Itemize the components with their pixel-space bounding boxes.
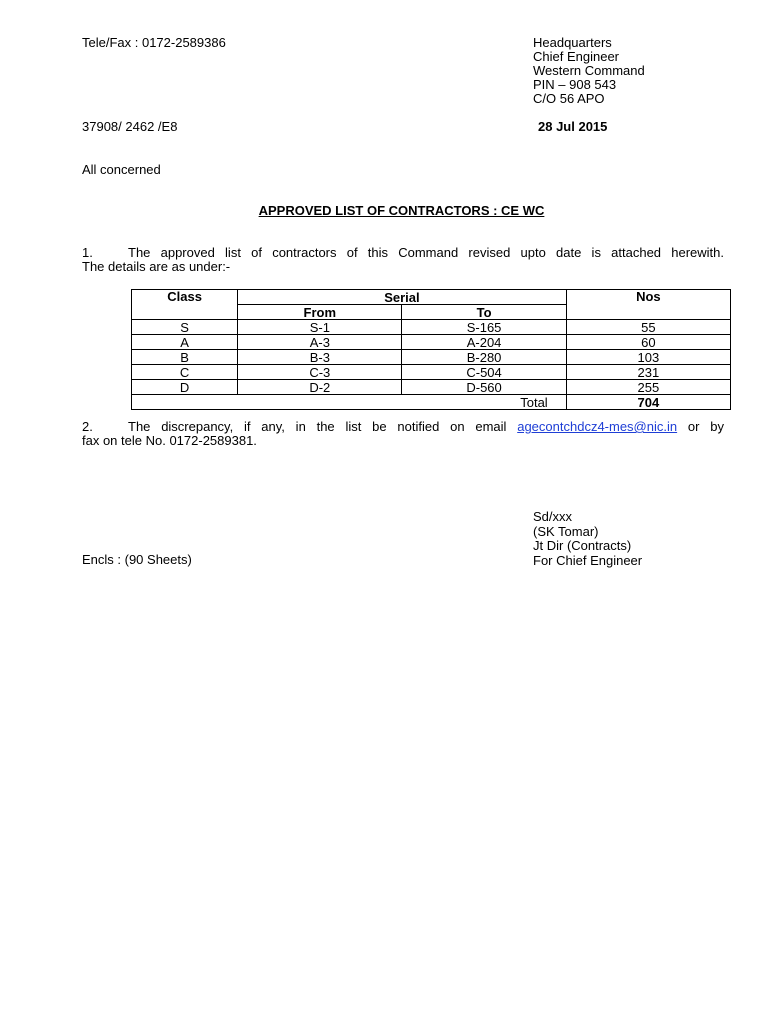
table-row [132, 320, 731, 335]
cell-from: S-1 [238, 320, 402, 335]
email-link[interactable]: agecontchdcz4-mes@nic.in [517, 419, 678, 434]
paragraph-1-text: The approved list of contractors of this Command revised upto date is attached herewith. [128, 245, 724, 260]
total-label: Total [132, 395, 567, 410]
signature-block [533, 510, 642, 568]
addressee: All concerned [82, 162, 161, 177]
cell-from: D-2 [238, 380, 402, 395]
cell-from: B-3 [238, 350, 402, 365]
cell-from: C-3 [238, 365, 402, 380]
paragraph-number: 1. [82, 245, 93, 260]
signature-line: Jt Dir (Contracts) [533, 538, 632, 553]
signature-line: Sd/xxx [533, 509, 573, 524]
address-line: C/O 56 APO [533, 91, 605, 106]
header-class: Class [132, 290, 238, 320]
paragraph-2-suffix: or by [687, 419, 724, 434]
cell-nos: 231 [566, 365, 730, 380]
header-nos: Nos [566, 290, 730, 320]
address-line: Headquarters [533, 35, 612, 50]
paragraph-1 [82, 246, 724, 274]
signature-line: (SK Tomar) [533, 523, 599, 539]
table-row [132, 335, 731, 350]
cell-class: D [132, 380, 238, 395]
cell-nos: 60 [566, 335, 730, 350]
cell-to: D-560 [402, 380, 566, 395]
paragraph-2-line-1 [82, 420, 724, 434]
cell-to: B-280 [402, 350, 566, 365]
total-row [132, 395, 731, 410]
cell-nos: 103 [566, 350, 730, 365]
subject-heading [0, 204, 768, 218]
paragraph-2-line-2: fax on tele No. 0172-2589381. [82, 433, 257, 448]
signature-line: For Chief Engineer [533, 552, 643, 568]
contractors-table [131, 289, 731, 410]
header-to: To [402, 305, 566, 320]
total-value: 704 [566, 395, 730, 410]
cell-from: A-3 [238, 335, 402, 350]
cell-class: C [132, 365, 238, 380]
subject-text: APPROVED LIST OF CONTRACTORS : CE WC [258, 203, 545, 218]
header-serial: Serial [238, 290, 567, 305]
paragraph-2-text: The discrepancy, if any, in the list be notified on email [128, 419, 507, 434]
reference-number: 37908/ 2462 /E8 [82, 119, 178, 134]
table-row [132, 365, 731, 380]
address-line: Chief Engineer [533, 49, 619, 64]
cell-nos: 55 [566, 320, 730, 335]
cell-to: A-204 [402, 335, 566, 350]
cell-to: C-504 [402, 365, 566, 380]
address-line: PIN – 908 543 [533, 77, 617, 92]
address-line: Western Command [533, 63, 645, 78]
cell-class: B [132, 350, 238, 365]
enclosures: Encls : (90 Sheets) [82, 552, 192, 567]
table-row [132, 350, 731, 365]
table-header-row [132, 290, 731, 305]
paragraph-number: 2. [82, 419, 93, 434]
letter-date: 28 Jul 2015 [538, 119, 608, 134]
cell-nos: 255 [566, 380, 730, 395]
tele-fax: Tele/Fax : 0172-2589386 [82, 35, 226, 50]
cell-class: A [132, 335, 238, 350]
cell-class: S [132, 320, 238, 335]
header-from: From [238, 305, 402, 320]
cell-to: S-165 [402, 320, 566, 335]
paragraph-1-line-1 [82, 246, 724, 260]
hq-address [533, 36, 645, 106]
paragraph-1-line-2: The details are as under:- [82, 259, 231, 274]
table-row [132, 380, 731, 395]
paragraph-2 [82, 420, 724, 448]
